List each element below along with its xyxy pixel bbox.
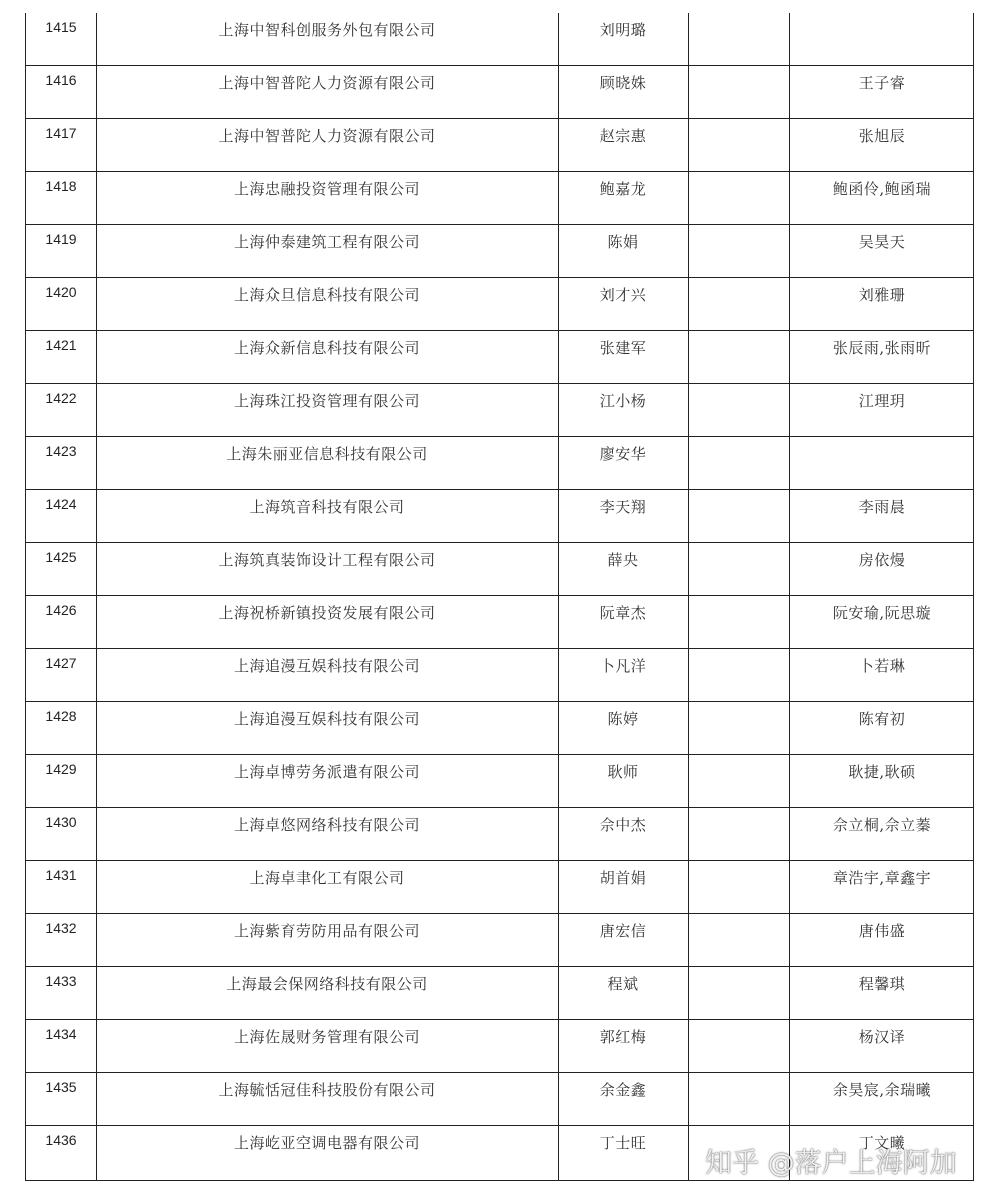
applicant-name-cell: 廖安华 [599, 445, 647, 463]
family-members-cell: 陈宥初 [858, 710, 906, 728]
company-name-cell: 上海中智普陀人力资源有限公司 [218, 74, 436, 92]
table-row [26, 13, 973, 66]
family-members-cell: 阮安瑜,阮思璇 [832, 604, 932, 622]
applicant-name-cell: 陈娟 [607, 233, 639, 251]
family-members-cell: 丁文曦 [858, 1134, 906, 1152]
company-name-cell: 上海卓博劳务派遣有限公司 [233, 763, 420, 781]
serial-number-cell: 1428 [45, 708, 77, 724]
table-row [26, 490, 973, 543]
serial-number-cell: 1430 [45, 814, 77, 830]
company-name-cell: 上海紫育劳防用品有限公司 [233, 922, 420, 940]
serial-number-cell: 1426 [45, 602, 77, 618]
applicant-name-cell: 耿师 [607, 763, 639, 781]
applicant-name-cell: 余金鑫 [599, 1081, 647, 1099]
family-members-cell: 章浩宇,章鑫宇 [832, 869, 932, 887]
family-members-cell: 唐伟盛 [858, 922, 906, 940]
applicant-name-cell: 鲍嘉龙 [599, 180, 647, 198]
applicant-name-cell: 卜凡洋 [599, 657, 647, 675]
family-members-cell: 王子睿 [858, 74, 906, 92]
serial-number-cell: 1416 [45, 72, 77, 88]
company-name-cell: 上海中智普陀人力资源有限公司 [218, 127, 436, 145]
applicant-name-cell: 佘中杰 [599, 816, 647, 834]
applicant-name-cell: 郭红梅 [599, 1028, 647, 1046]
table-row [26, 278, 973, 331]
table-row [26, 119, 973, 172]
applicant-name-cell: 薛央 [607, 551, 639, 569]
serial-number-cell: 1434 [45, 1026, 77, 1042]
table-row [26, 543, 973, 596]
company-name-cell: 上海众旦信息科技有限公司 [233, 286, 420, 304]
company-name-cell: 上海筑真装饰设计工程有限公司 [218, 551, 436, 569]
serial-number-cell: 1435 [45, 1079, 77, 1095]
company-name-cell: 上海卓聿化工有限公司 [249, 869, 405, 887]
company-name-cell: 上海朱丽亚信息科技有限公司 [226, 445, 428, 463]
applicant-name-cell: 唐宏信 [599, 922, 647, 940]
applicant-name-cell: 赵宗惠 [599, 127, 647, 145]
table-row [26, 1020, 973, 1073]
applicant-name-cell: 胡首娟 [599, 869, 647, 887]
table-row [26, 225, 973, 278]
serial-number-cell: 1436 [45, 1132, 77, 1148]
serial-number-cell: 1424 [45, 496, 77, 512]
company-name-cell: 上海祝桥新镇投资发展有限公司 [218, 604, 436, 622]
serial-number-cell: 1422 [45, 390, 77, 406]
family-members-cell: 佘立桐,佘立蓁 [832, 816, 932, 834]
family-members-cell: 鲍函伶,鲍函瑞 [832, 180, 932, 198]
table-row [26, 967, 973, 1020]
applicant-name-cell: 江小杨 [599, 392, 647, 410]
applicant-name-cell: 刘明璐 [599, 21, 647, 39]
company-name-cell: 上海最会保网络科技有限公司 [226, 975, 428, 993]
serial-number-cell: 1427 [45, 655, 77, 671]
applicant-name-cell: 李天翔 [599, 498, 647, 516]
company-name-cell: 上海卓悠网络科技有限公司 [233, 816, 420, 834]
family-members-cell: 杨汉译 [858, 1028, 906, 1046]
serial-number-cell: 1417 [45, 125, 77, 141]
serial-number-cell: 1433 [45, 973, 77, 989]
applicant-name-cell: 丁士旺 [599, 1134, 647, 1152]
serial-number-cell: 1429 [45, 761, 77, 777]
family-members-cell: 房依熳 [858, 551, 906, 569]
family-members-cell: 余昊宸,余瑞曦 [832, 1081, 932, 1099]
family-members-cell: 耿捷,耿硕 [848, 763, 916, 781]
company-name-cell: 上海追漫互娱科技有限公司 [233, 710, 420, 728]
family-members-cell: 李雨晨 [858, 498, 906, 516]
family-members-cell: 刘雅珊 [858, 286, 906, 304]
family-members-cell: 吴昊天 [858, 233, 906, 251]
applicant-name-cell: 程斌 [607, 975, 639, 993]
family-members-cell: 江理玥 [858, 392, 906, 410]
data-table [25, 13, 974, 1181]
company-name-cell: 上海忠融投资管理有限公司 [233, 180, 420, 198]
company-name-cell: 上海筑音科技有限公司 [249, 498, 405, 516]
watermark: 知乎 @落户上海阿加 [705, 1148, 957, 1179]
table-row [26, 649, 973, 702]
table-row [26, 755, 973, 808]
table-row [26, 808, 973, 861]
family-members-cell: 张辰雨,张雨昕 [832, 339, 932, 357]
serial-number-cell: 1432 [45, 920, 77, 936]
table-row [26, 331, 973, 384]
serial-number-cell: 1423 [45, 443, 77, 459]
applicant-name-cell: 顾晓姝 [599, 74, 647, 92]
serial-number-cell: 1419 [45, 231, 77, 247]
serial-number-cell: 1425 [45, 549, 77, 565]
serial-number-cell: 1415 [45, 19, 77, 35]
table-row [26, 384, 973, 437]
serial-number-cell: 1418 [45, 178, 77, 194]
serial-number-cell: 1420 [45, 284, 77, 300]
table-row [26, 914, 973, 967]
table-row [26, 437, 973, 490]
applicant-name-cell: 张建军 [599, 339, 647, 357]
serial-number-cell: 1421 [45, 337, 77, 353]
company-name-cell: 上海屹亚空调电器有限公司 [233, 1134, 420, 1152]
company-name-cell: 上海佐晟财务管理有限公司 [233, 1028, 420, 1046]
family-members-cell: 卜若琳 [858, 657, 906, 675]
applicant-name-cell: 刘才兴 [599, 286, 647, 304]
company-name-cell: 上海毓恬冠佳科技股份有限公司 [218, 1081, 436, 1099]
company-name-cell: 上海众新信息科技有限公司 [233, 339, 420, 357]
family-members-cell: 张旭辰 [858, 127, 906, 145]
table-row [26, 702, 973, 755]
table-row [26, 1073, 973, 1126]
family-members-cell: 程馨琪 [858, 975, 906, 993]
company-name-cell: 上海珠江投资管理有限公司 [233, 392, 420, 410]
table-row [26, 66, 973, 119]
serial-number-cell: 1431 [45, 867, 77, 883]
table-row [26, 861, 973, 914]
table-row [26, 596, 973, 649]
applicant-name-cell: 阮章杰 [599, 604, 647, 622]
company-name-cell: 上海中智科创服务外包有限公司 [218, 21, 436, 39]
table-row [26, 172, 973, 225]
company-name-cell: 上海追漫互娱科技有限公司 [233, 657, 420, 675]
applicant-name-cell: 陈婷 [607, 710, 639, 728]
company-name-cell: 上海仲泰建筑工程有限公司 [233, 233, 420, 251]
